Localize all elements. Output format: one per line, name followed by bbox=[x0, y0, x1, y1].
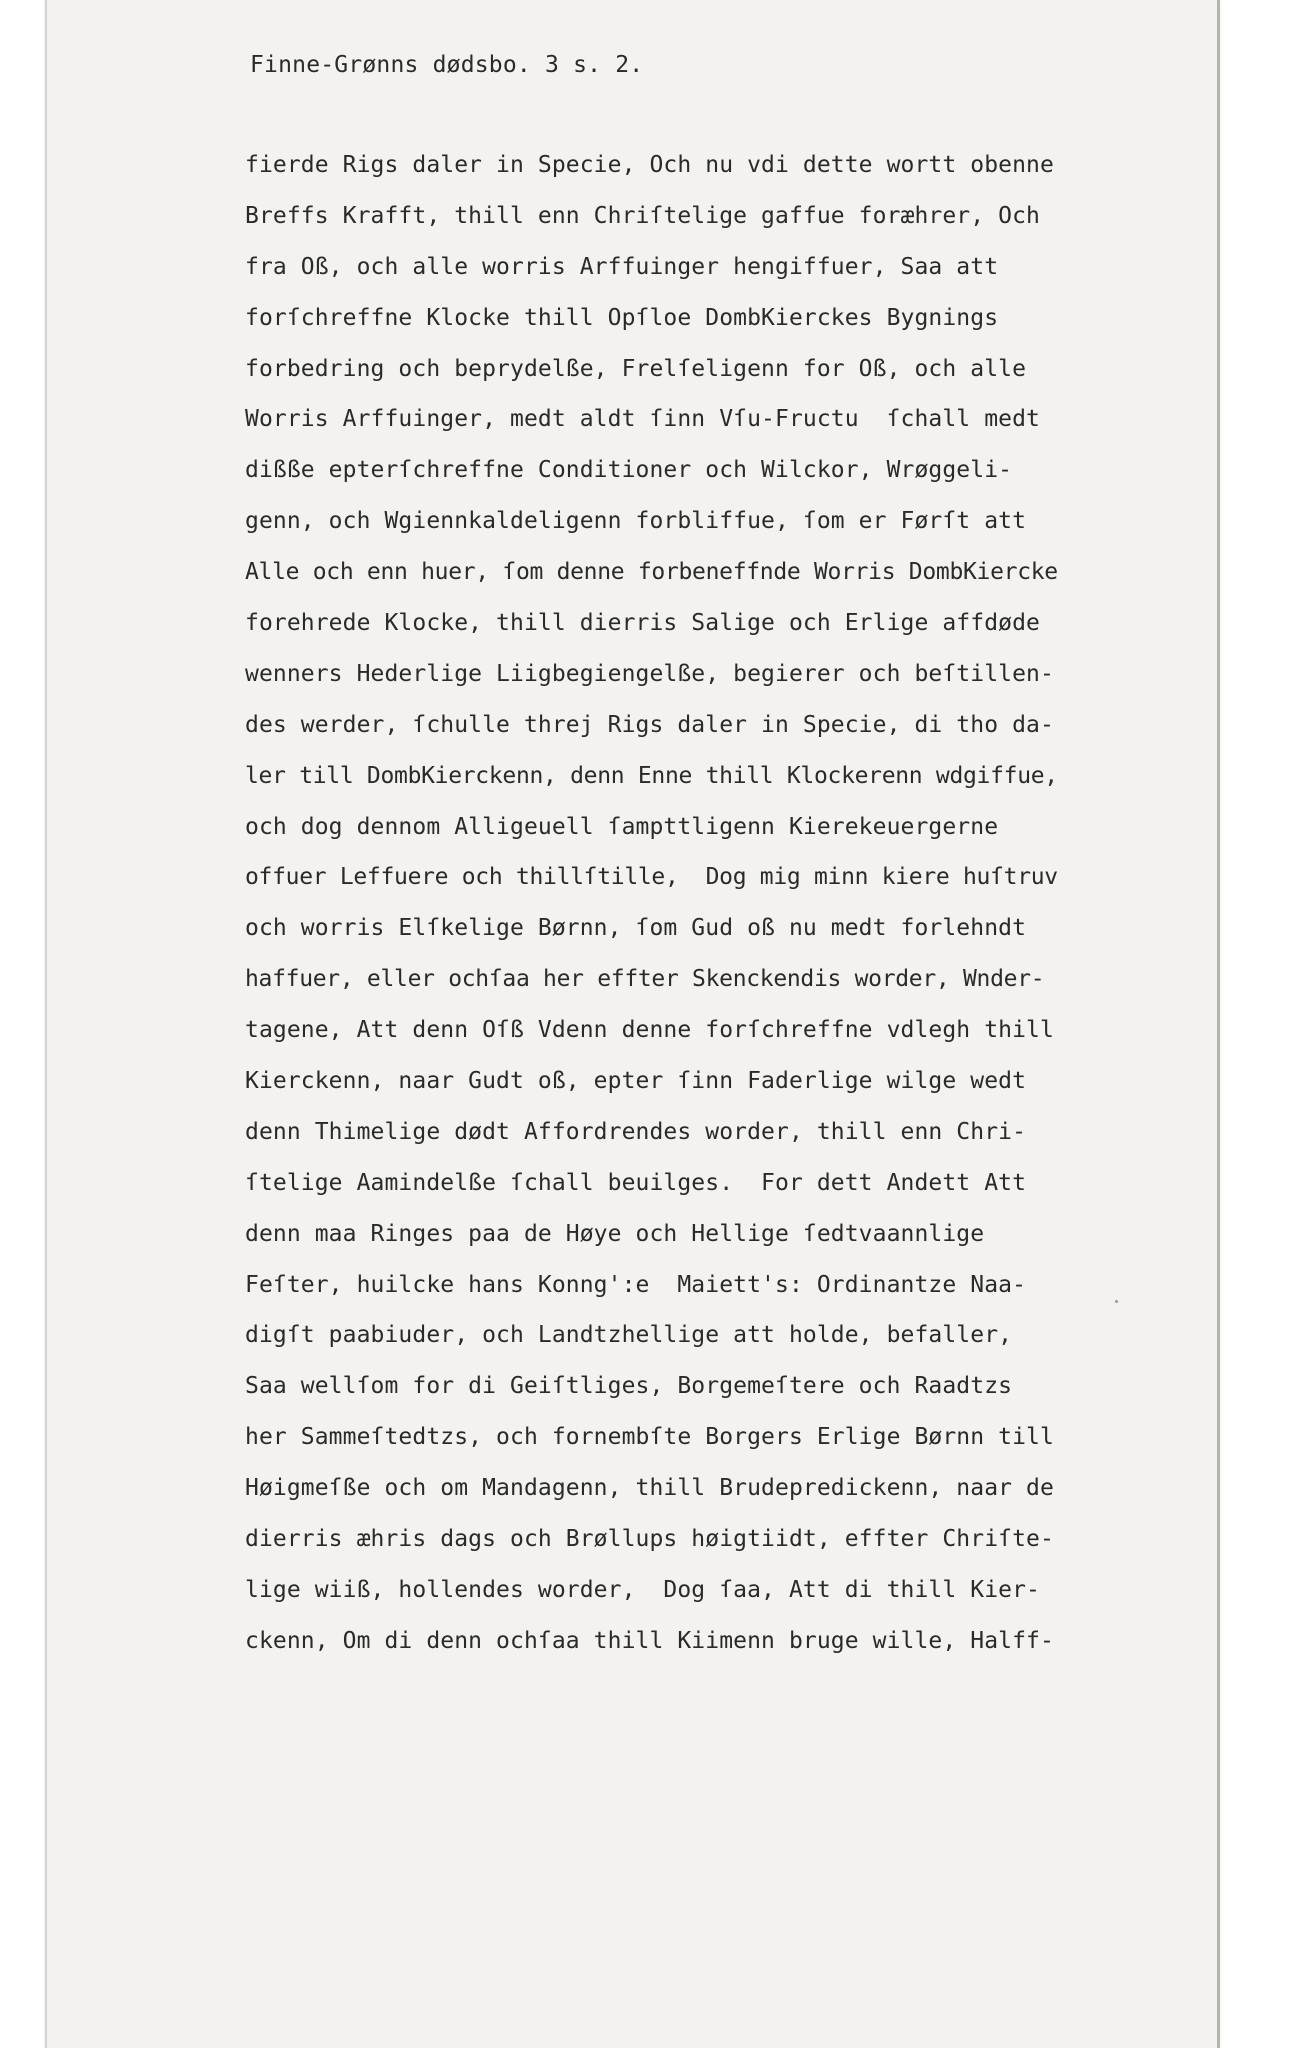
text-line: och dog dennom Alligeuell ſampttligenn Kierekeuergerne bbox=[245, 813, 999, 840]
text-line: ſtelige Aamindelße ſchall beuilges. For dett Andett Att bbox=[245, 1169, 1027, 1196]
text-line: Saa wellſom for di Geiſtliges, Borgemeſtere och Raadtzs bbox=[245, 1373, 1013, 1400]
page-header: Finne-Grønns dødsbo. 3 s. 2. bbox=[250, 52, 644, 78]
text-line: dißße epterſchreffne Conditioner och Wilckor, Wrøggeli- bbox=[245, 457, 1013, 484]
text-line: Worris Arffuinger, medt aldt ſinn Vſu-Fructu ſchall medt bbox=[245, 406, 1040, 433]
text-line: Kierckenn, naar Gudt oß, epter ſinn Faderlige wilge wedt bbox=[245, 1068, 1027, 1095]
text-line: Feſter, huilcke hans Konng':e Maiett's: Ordinantze Naa- bbox=[245, 1271, 1027, 1298]
text-line: denn maa Ringes paa de Høye och Hellige ſedtvaannlige bbox=[245, 1220, 985, 1247]
text-line: och worris Elſkelige Børnn, ſom Gud oß nu medt forlehndt bbox=[245, 915, 1027, 942]
text-line: her Sammeſtedtzs, och fornembſte Borgers Erlige Børnn till bbox=[245, 1424, 1054, 1451]
text-line: des werder, ſchulle threj Rigs daler in Specie, di tho da- bbox=[245, 711, 1054, 738]
text-line: forbedring och beprydelße, Frelſeligenn for Oß, och alle bbox=[245, 355, 1027, 382]
text-line: wenners Hederlige Liigbegiengelße, begierer och beſtillen- bbox=[245, 660, 1054, 687]
text-line: Høigmeſße och om Mandagenn, thill Brudepredickenn, naar de bbox=[245, 1475, 1054, 1502]
text-line: tagene, Att denn Oſß Vdenn denne forſchreffne vdlegh thill bbox=[245, 1017, 1054, 1044]
text-line: Breffs Krafft, thill enn Chriſtelige gaffue foræhrer, Och bbox=[245, 202, 1040, 229]
text-line: genn, och Wgiennkaldeligenn forbliffue, ſom er Førſt att bbox=[245, 508, 1027, 535]
text-line: ler till DombKierckenn, denn Enne thill Klockerenn wdgiffue, bbox=[245, 762, 1058, 789]
transcription-body bbox=[245, 140, 1205, 1667]
paper-speck bbox=[1115, 1300, 1118, 1303]
text-line: offuer Leffuere och thillſtille, Dog mig minn kiere huſtruv bbox=[245, 864, 1058, 891]
text-line: fierde Rigs daler in Specie, Och nu vdi dette wortt obenne bbox=[245, 152, 1054, 178]
text-line: digſt paabiuder, och Landtzhellige att holde, befaller, bbox=[245, 1322, 1013, 1349]
text-line: haffuer, eller ochſaa her effter Skenckendis worder, Wnder- bbox=[245, 966, 1045, 993]
text-line: dierris æhris dags och Brøllups høigtiidt, effter Chriſte- bbox=[245, 1526, 1054, 1553]
text-line: forſchreffne Klocke thill Opſloe DombKierckes Bygnings bbox=[245, 304, 999, 331]
text-line: denn Thimelige dødt Affordrendes worder, thill enn Chri- bbox=[245, 1118, 1027, 1145]
text-line: fra Oß, och alle worris Arffuinger hengiffuer, Saa att bbox=[245, 253, 999, 280]
text-line: forehrede Klocke, thill dierris Salige och Erlige affdøde bbox=[245, 610, 1040, 637]
text-line: lige wiiß, hollendes worder, Dog ſaa, Att di thill Kier- bbox=[245, 1576, 1040, 1603]
text-line: Alle och enn huer, ſom denne forbeneffnde Worris DombKiercke bbox=[245, 559, 1058, 586]
text-line: ckenn, Om di denn ochſaa thill Kiimenn bruge wille, Halff- bbox=[245, 1627, 1054, 1654]
